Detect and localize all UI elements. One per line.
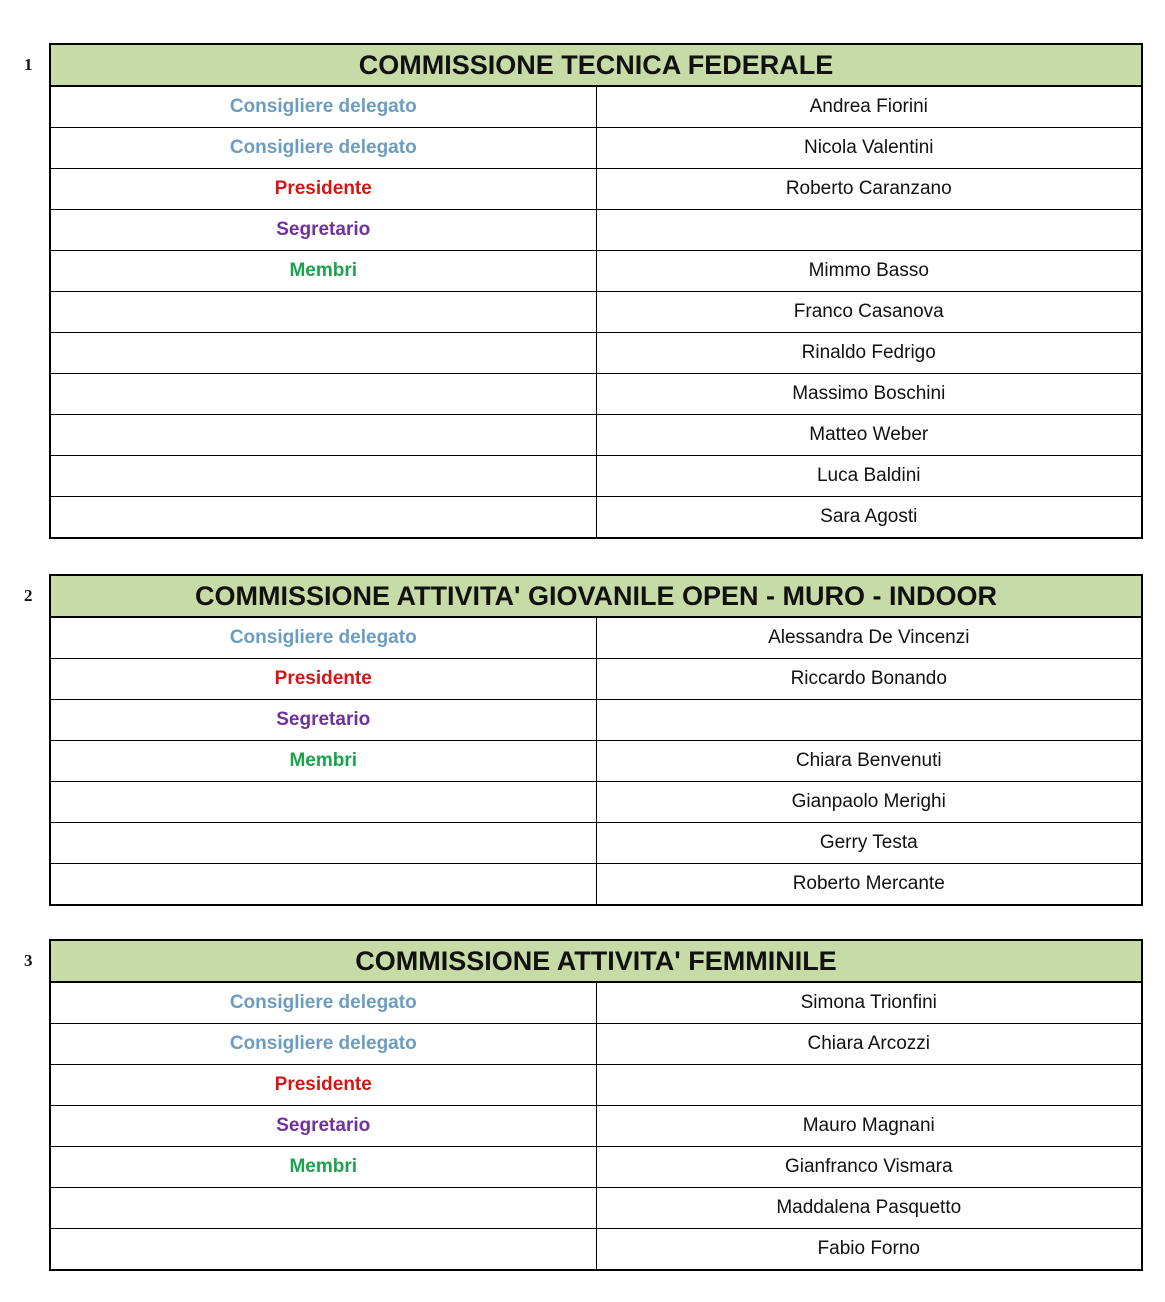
table-row — [50, 333, 1142, 374]
role-cell: Membri — [50, 741, 596, 782]
member-name-cell: Gianfranco Vismara — [596, 1147, 1142, 1188]
member-name-cell: Chiara Benvenuti — [596, 741, 1142, 782]
member-name-cell: Mimmo Basso — [596, 251, 1142, 292]
role-cell — [50, 823, 596, 864]
member-name-cell: Chiara Arcozzi — [596, 1024, 1142, 1065]
table-row — [50, 1229, 1142, 1271]
table-row — [50, 617, 1142, 659]
role-cell: Segretario — [50, 1106, 596, 1147]
commission-number: 3 — [24, 951, 33, 970]
role-cell — [50, 415, 596, 456]
member-name-cell: Riccardo Bonando — [596, 659, 1142, 700]
member-name-cell: Alessandra De Vincenzi — [596, 617, 1142, 659]
table-row — [50, 169, 1142, 210]
role-cell — [50, 456, 596, 497]
role-cell: Membri — [50, 1147, 596, 1188]
role-cell — [50, 782, 596, 823]
table-row — [50, 292, 1142, 333]
commission-title: COMMISSIONE ATTIVITA' FEMMINILE — [50, 940, 1142, 982]
member-name-cell: Fabio Forno — [596, 1229, 1142, 1271]
table-row — [50, 1024, 1142, 1065]
member-name-cell: Simona Trionfini — [596, 982, 1142, 1024]
table-row — [50, 415, 1142, 456]
role-cell: Segretario — [50, 700, 596, 741]
table-row — [50, 700, 1142, 741]
member-name-cell: Rinaldo Fedrigo — [596, 333, 1142, 374]
role-cell: Presidente — [50, 659, 596, 700]
member-name-cell: Roberto Caranzano — [596, 169, 1142, 210]
role-cell — [50, 333, 596, 374]
role-cell: Consigliere delegato — [50, 982, 596, 1024]
table-row — [50, 497, 1142, 539]
table-row — [50, 659, 1142, 700]
role-cell — [50, 1188, 596, 1229]
role-cell — [50, 374, 596, 415]
table-row — [50, 456, 1142, 497]
member-name-cell: Luca Baldini — [596, 456, 1142, 497]
role-cell — [50, 292, 596, 333]
commission-number: 2 — [24, 586, 33, 605]
member-name-cell: Massimo Boschini — [596, 374, 1142, 415]
table-row — [50, 823, 1142, 864]
member-name-cell: Franco Casanova — [596, 292, 1142, 333]
member-name-cell: Roberto Mercante — [596, 864, 1142, 906]
table-row — [50, 86, 1142, 128]
member-name-cell — [596, 700, 1142, 741]
member-name-cell: Mauro Magnani — [596, 1106, 1142, 1147]
member-name-cell: Nicola Valentini — [596, 128, 1142, 169]
member-name-cell — [596, 210, 1142, 251]
role-cell: Consigliere delegato — [50, 128, 596, 169]
commission-table — [49, 939, 1143, 1271]
member-name-cell — [596, 1065, 1142, 1106]
table-row — [50, 982, 1142, 1024]
table-row — [50, 374, 1142, 415]
role-cell: Presidente — [50, 169, 596, 210]
commission-table — [49, 43, 1143, 539]
role-cell: Segretario — [50, 210, 596, 251]
role-cell — [50, 497, 596, 539]
member-name-cell: Andrea Fiorini — [596, 86, 1142, 128]
table-row — [50, 782, 1142, 823]
table-row — [50, 210, 1142, 251]
table-row — [50, 1106, 1142, 1147]
table-row — [50, 741, 1142, 782]
table-row — [50, 1188, 1142, 1229]
member-name-cell: Maddalena Pasquetto — [596, 1188, 1142, 1229]
table-row — [50, 1147, 1142, 1188]
commission-table — [49, 574, 1143, 906]
role-cell: Consigliere delegato — [50, 1024, 596, 1065]
member-name-cell: Gerry Testa — [596, 823, 1142, 864]
role-cell: Membri — [50, 251, 596, 292]
member-name-cell: Gianpaolo Merighi — [596, 782, 1142, 823]
commission-title: COMMISSIONE ATTIVITA' GIOVANILE OPEN - MURO - INDOOR — [50, 575, 1142, 617]
commission-title: COMMISSIONE TECNICA FEDERALE — [50, 44, 1142, 86]
role-cell: Presidente — [50, 1065, 596, 1106]
role-cell — [50, 864, 596, 906]
role-cell: Consigliere delegato — [50, 86, 596, 128]
member-name-cell: Sara Agosti — [596, 497, 1142, 539]
member-name-cell: Matteo Weber — [596, 415, 1142, 456]
role-cell: Consigliere delegato — [50, 617, 596, 659]
role-cell — [50, 1229, 596, 1271]
table-row — [50, 251, 1142, 292]
table-row — [50, 864, 1142, 906]
commission-number: 1 — [24, 55, 33, 74]
table-row — [50, 128, 1142, 169]
table-row — [50, 1065, 1142, 1106]
